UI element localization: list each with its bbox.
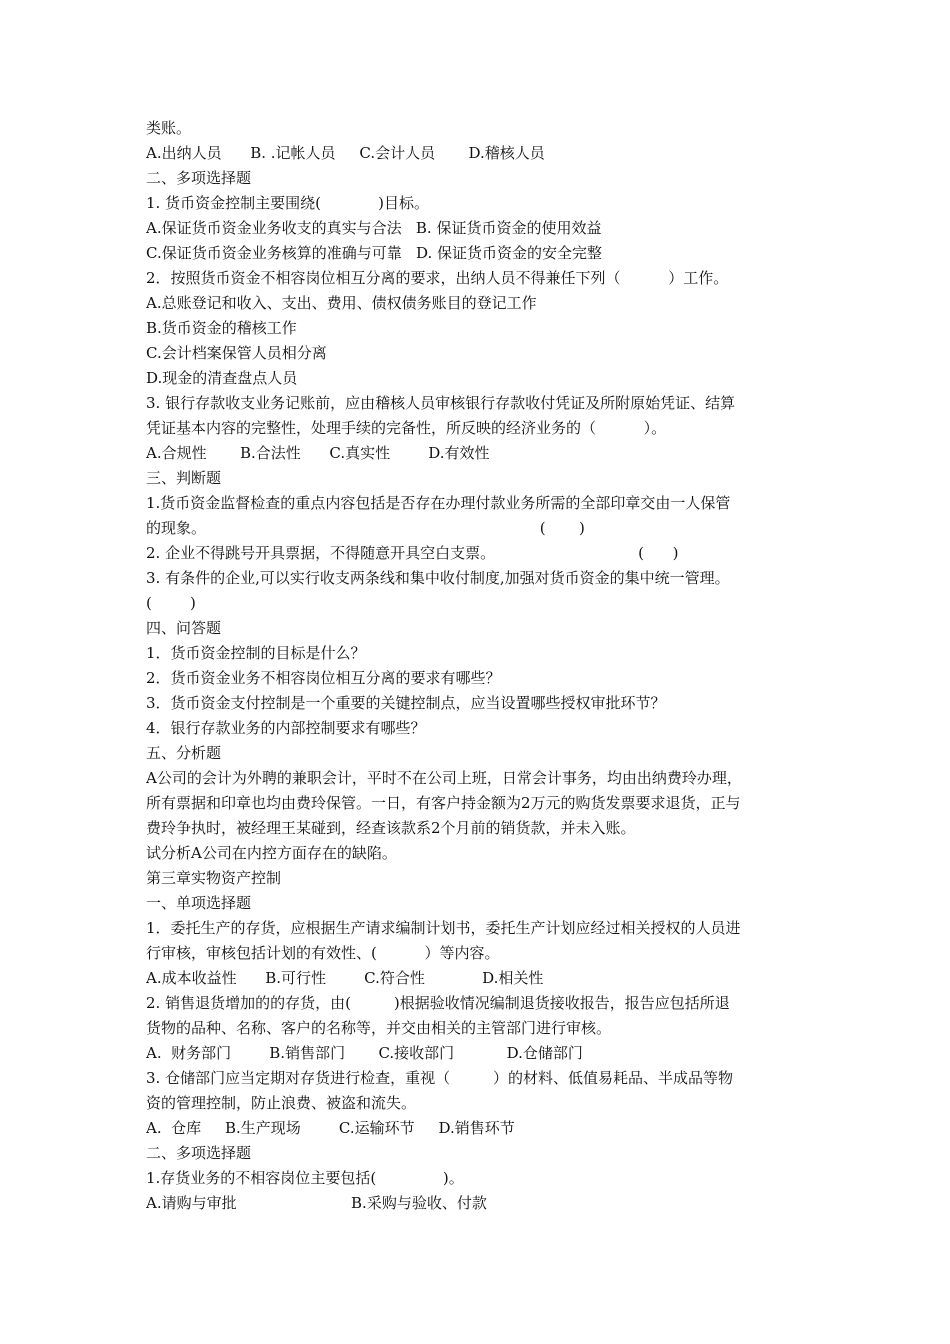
text-line: 3. 有条件的企业,可以实行收支两条线和集中收付制度,加强对货币资金的集中统一管理。 — [146, 569, 730, 587]
text-line: 第三章实物资产控制 — [146, 869, 282, 887]
text-line: 2. 企业不得跳号开具票据，不得随意开具空白支票。 ( ) — [146, 544, 679, 562]
text-line: 费玲争执时，被经理王某碰到，经查该款系2个月前的销货款，并未入账。 — [146, 819, 636, 837]
text-line: A.请购与审批 B.采购与验收、付款 — [146, 1194, 487, 1212]
text-line: 试分析A公司在内控方面存在的缺陷。 — [146, 844, 397, 862]
text-line: D.现金的清查盘点人员 — [146, 369, 298, 387]
text-line: 3. 银行存款收支业务记账前，应由稽核人员审核银行存款收付凭证及所附原始凭证、结算 — [146, 394, 736, 412]
text-line: 类账。 — [146, 119, 192, 137]
text-line: 货物的品种、名称、客户的名称等，并交由相关的主管部门进行审核。 — [146, 1019, 612, 1037]
text-line: 行审核，审核包括计划的有效性、( ）等内容。 — [146, 944, 500, 962]
text-line: 四、问答题 — [146, 619, 222, 637]
text-line: 3．货币资金支付控制是一个重要的关键控制点，应当设置哪些授权审批环节？ — [146, 694, 666, 712]
text-line: 1．货币资金控制的目标是什么？ — [146, 644, 366, 662]
text-line: A公司的会计为外聘的兼职会计，平时不在公司上班，日常会计事务，均由出纳费玲办理， — [146, 769, 742, 787]
text-line: 2. 销售退货增加的的存货，由( )根据验收情况编制退货接收报告，报告应包括所退 — [146, 994, 730, 1012]
text-line: 二、多项选择题 — [146, 169, 252, 187]
text-line: 1.存货业务的不相容岗位主要包括( )。 — [146, 1169, 464, 1187]
text-line: A.总账登记和收入、支出、费用、债权债务账目的登记工作 — [146, 294, 537, 312]
text-line: C.保证货币资金业务核算的准确与可靠 D. 保证货币资金的安全完整 — [146, 244, 603, 262]
text-line: 2．按照货币资金不相容岗位相互分离的要求，出纳人员不得兼任下列（ ）工作。 — [146, 269, 729, 287]
text-line: 的现象。 ( ) — [146, 519, 585, 537]
text-line: 4．银行存款业务的内部控制要求有哪些？ — [146, 719, 426, 737]
text-line: 凭证基本内容的完整性，处理手续的完备性，所反映的经济业务的（ ）。 — [146, 419, 667, 437]
text-line: A.保证货币资金业务收支的真实与合法 B. 保证货币资金的使用效益 — [146, 219, 602, 237]
text-line: ( ) — [146, 594, 196, 612]
text-line: 一、单项选择题 — [146, 894, 252, 912]
text-line: B.货币资金的稽核工作 — [146, 319, 297, 337]
text-line: 二、多项选择题 — [146, 1144, 252, 1162]
text-line: 三、判断题 — [146, 469, 222, 487]
text-line: 五、分析题 — [146, 744, 222, 762]
text-line: A. 财务部门 B.销售部门 C.接收部门 D.仓储部门 — [146, 1044, 583, 1062]
document-body — [146, 116, 810, 1216]
text-line: 2．货币资金业务不相容岗位相互分离的要求有哪些？ — [146, 669, 501, 687]
text-line: 1. 货币资金控制主要围绕( )目标。 — [146, 194, 430, 212]
text-line: A.合规性 B.合法性 C.真实性 D.有效性 — [146, 444, 490, 462]
text-line: 1．委托生产的存货，应根据生产请求编制计划书，委托生产计划应经过相关授权的人员进 — [146, 919, 741, 937]
text-line: A.成本收益性 B.可行性 C.符合性 D.相关性 — [146, 969, 544, 987]
text-line: A.出纳人员 B. .记帐人员 C.会计人员 D.稽核人员 — [146, 144, 545, 162]
text-line: 3. 仓储部门应当定期对存货进行检查，重视（ ）的材料、低值易耗品、半成品等物 — [146, 1069, 733, 1087]
text-line: C.会计档案保管人员相分离 — [146, 344, 327, 362]
text-line: 所有票据和印章也均由费玲保管。一日，有客户持金额为2万元的购货发票要求退货，正与 — [146, 794, 741, 812]
text-line: 资的管理控制，防止浪费、被盗和流失。 — [146, 1094, 417, 1112]
text-line: A. 仓库 B.生产现场 C.运输环节 D.销售环节 — [146, 1119, 515, 1137]
text-line: 1.货币资金监督检查的重点内容包括是否存在办理付款业务所需的全部印章交由一人保管 — [146, 494, 731, 512]
